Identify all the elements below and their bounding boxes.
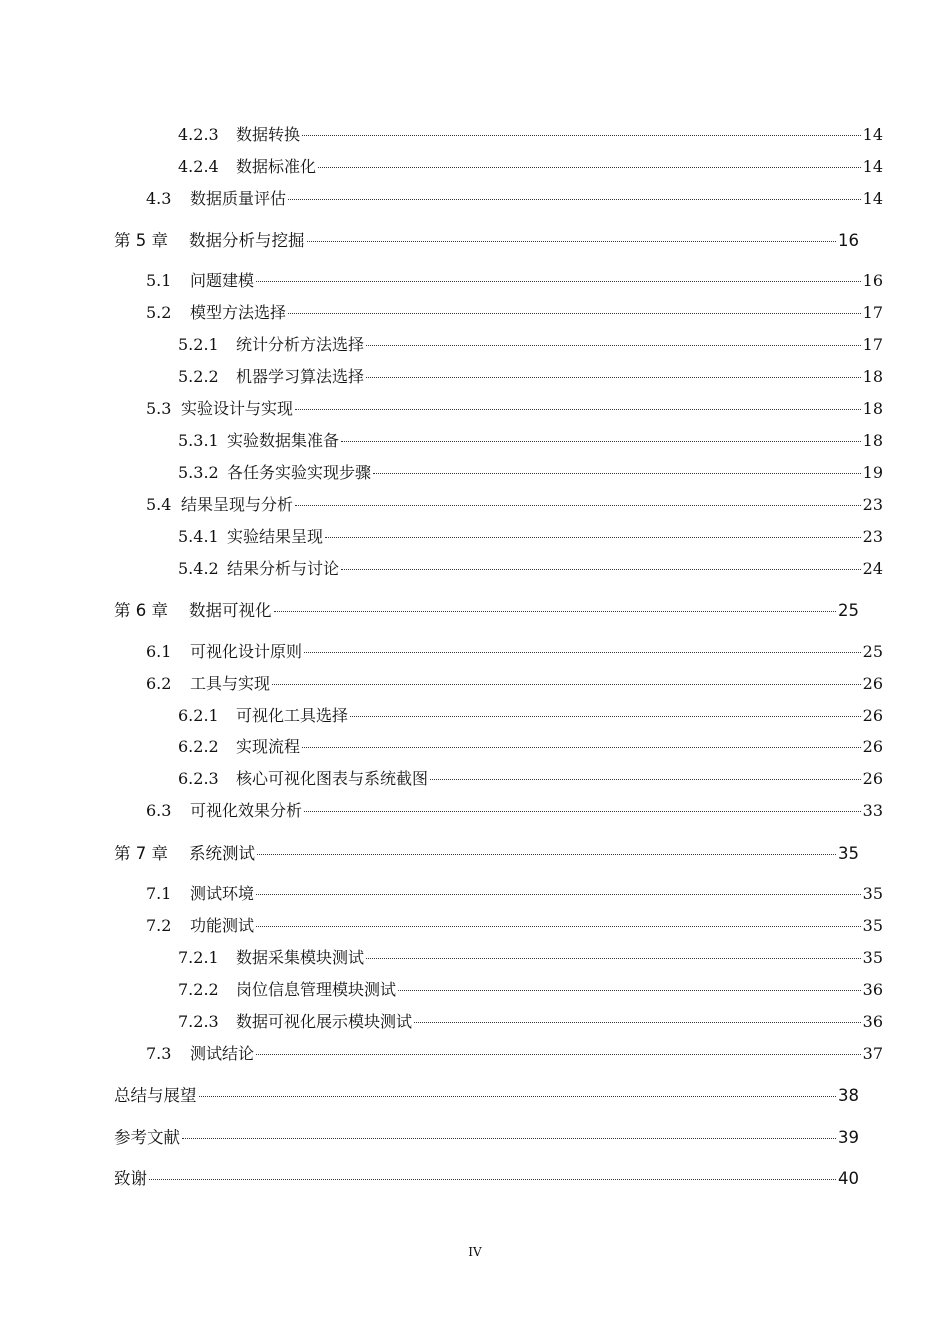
toc-entry-5-4[interactable]: [146, 492, 883, 515]
toc-entry-page: 36: [862, 980, 883, 999]
dot-leader: [304, 651, 861, 653]
toc-entry-title: 可视化效果分析: [190, 801, 303, 820]
dot-leader: [430, 778, 861, 780]
toc-entry-page: 14: [862, 125, 883, 144]
toc-entry-page: 39: [838, 1128, 859, 1147]
toc-entry-page: 23: [862, 527, 883, 546]
dot-leader: [373, 472, 861, 474]
toc-entry-page: 35: [838, 844, 859, 863]
dot-leader: [341, 568, 861, 570]
toc-entry-page: 35: [862, 916, 883, 935]
dot-leader: [366, 957, 861, 959]
dot-leader: [414, 1021, 861, 1023]
toc-entry-title: 实现流程: [236, 737, 301, 756]
toc-entry-number: 7.2.2: [178, 980, 219, 999]
toc-entry-page: 36: [862, 1012, 883, 1031]
toc-entry-acknowledgements[interactable]: [114, 1165, 859, 1189]
toc-entry-number: 6.1: [146, 642, 172, 661]
toc-entry-page: 26: [862, 706, 883, 725]
toc-entry-page: 38: [838, 1086, 859, 1105]
dot-leader: [304, 810, 861, 812]
toc-entry-page: 17: [862, 335, 883, 354]
toc-entry-title: 功能测试: [190, 916, 255, 935]
toc-entry-page: 16: [838, 231, 859, 250]
toc-entry-number: 5.2.2: [178, 367, 219, 386]
toc-entry-page: 25: [862, 642, 883, 661]
page-footer-number: IV: [468, 1245, 482, 1259]
toc-entry-number: 6.2.1: [178, 706, 219, 725]
toc-entry-number: 5.3.1: [178, 431, 219, 450]
toc-entry-title: 数据质量评估: [190, 189, 287, 208]
dot-leader: [398, 989, 861, 991]
toc-chapter-title: 致谢: [114, 1169, 147, 1188]
toc-entry-5-2-1[interactable]: [178, 332, 883, 355]
toc-entry-page: 19: [862, 463, 883, 482]
toc-entry-number: 5.3.2: [178, 463, 219, 482]
toc-entry-page: 23: [862, 495, 883, 514]
toc-entry-number: 5.1: [146, 271, 172, 290]
toc-entry-title: 数据采集模块测试: [236, 948, 365, 967]
toc-entry-number: 6.2: [146, 674, 172, 693]
toc-entry-page: 25: [838, 601, 859, 620]
toc-entry-title: 统计分析方法选择: [236, 335, 365, 354]
dot-leader: [256, 280, 861, 282]
toc-entry-title: 结果呈现与分析: [181, 495, 294, 514]
toc-entry-page: 26: [862, 674, 883, 693]
toc-entry-title: 各任务实验实现步骤: [227, 463, 372, 482]
dot-leader: [182, 1137, 836, 1139]
toc-entry-6-3[interactable]: [146, 798, 883, 821]
dot-leader: [295, 504, 861, 506]
toc-entry-number: 5.4.1: [178, 527, 219, 546]
toc-entry-5-3-1[interactable]: [178, 428, 883, 451]
toc-entry-number: 7.2.3: [178, 1012, 219, 1031]
toc-entry-page: 18: [862, 399, 883, 418]
toc-entry-title: 模型方法选择: [190, 303, 287, 322]
toc-chapter-7[interactable]: [114, 840, 859, 864]
dot-leader: [288, 312, 861, 314]
dot-leader: [295, 408, 861, 410]
toc-entry-title: 数据转换: [236, 125, 301, 144]
toc-entry-5-1[interactable]: [146, 268, 883, 291]
dot-leader: [272, 683, 861, 685]
toc-entry-7-2-3[interactable]: [178, 1009, 883, 1032]
dot-leader: [257, 853, 836, 855]
toc-entry-number: 5.4: [146, 495, 172, 514]
toc-entry-page: 14: [862, 157, 883, 176]
toc-entry-page: 17: [862, 303, 883, 322]
toc-entry-6-2-3[interactable]: [178, 766, 883, 789]
toc-entry-title: 实验结果呈现: [227, 527, 324, 546]
dot-leader: [274, 610, 837, 612]
toc-entry-6-2-1[interactable]: [178, 703, 883, 726]
toc-entry-page: 18: [862, 367, 883, 386]
toc-entry-7-2-1[interactable]: [178, 945, 883, 968]
toc-entry-number: 7.3: [146, 1044, 172, 1063]
toc-entry-4-2-4[interactable]: [178, 154, 883, 177]
toc-entry-title: 数据可视化展示模块测试: [236, 1012, 413, 1031]
toc-entry-page: 24: [862, 559, 883, 578]
toc-entry-title: 核心可视化图表与系统截图: [236, 769, 429, 788]
toc-entry-title: 实验设计与实现: [181, 399, 294, 418]
toc-entry-4-2-3[interactable]: [178, 122, 883, 145]
toc-entry-7-2[interactable]: [146, 913, 883, 936]
toc-entry-page: 18: [862, 431, 883, 450]
toc-entry-page: 26: [862, 769, 883, 788]
toc-chapter-number: 第 6 章: [114, 601, 168, 620]
toc-entry-title: 结果分析与讨论: [227, 559, 340, 578]
toc-entry-number: 7.2.1: [178, 948, 219, 967]
toc-entry-7-3[interactable]: [146, 1041, 883, 1064]
toc-chapter-title: 系统测试: [189, 844, 255, 863]
toc-entry-title: 可视化设计原则: [190, 642, 303, 661]
toc-chapter-title: 总结与展望: [114, 1086, 197, 1105]
toc-entry-number: 7.2: [146, 916, 172, 935]
toc-entry-5-3-2[interactable]: [178, 460, 883, 483]
toc-entry-number: 5.3: [146, 399, 172, 418]
dot-leader: [341, 440, 861, 442]
toc-entry-title: 测试环境: [190, 884, 255, 903]
toc-entry-5-4-1[interactable]: [178, 524, 883, 547]
toc-chapter-title: 数据可视化: [189, 601, 272, 620]
toc-entry-number: 5.2: [146, 303, 172, 322]
toc-chapter-number: 第 5 章: [114, 231, 168, 250]
toc-entry-title: 机器学习算法选择: [236, 367, 365, 386]
toc-entry-page: 14: [862, 189, 883, 208]
toc-entry-7-2-2[interactable]: [178, 977, 883, 1000]
dot-leader: [199, 1095, 837, 1097]
toc-entry-references[interactable]: [114, 1124, 859, 1148]
toc-entry-title: 问题建模: [190, 271, 255, 290]
toc-entry-number: 7.1: [146, 884, 172, 903]
toc-entry-number: 6.2.3: [178, 769, 219, 788]
toc-entry-7-1[interactable]: [146, 881, 883, 904]
toc-entry-6-1[interactable]: [146, 639, 883, 662]
toc-entry-5-2-2[interactable]: [178, 364, 883, 387]
toc-chapter-title: 数据分析与挖掘: [189, 231, 305, 250]
toc-entry-4-3[interactable]: [146, 186, 883, 209]
dot-leader: [366, 376, 861, 378]
toc-entry-6-2-2[interactable]: [178, 734, 883, 757]
toc-entry-page: 35: [862, 948, 883, 967]
toc-entry-page: 37: [862, 1044, 883, 1063]
dot-leader: [350, 715, 861, 717]
dot-leader: [307, 240, 837, 242]
dot-leader: [256, 925, 861, 927]
dot-leader: [149, 1178, 836, 1180]
toc-entry-page: 33: [862, 801, 883, 820]
toc-entry-page: 35: [862, 884, 883, 903]
toc-entry-number: 5.2.1: [178, 335, 219, 354]
toc-entry-number: 5.4.2: [178, 559, 219, 578]
toc-entry-6-2[interactable]: [146, 671, 883, 694]
toc-entry-title: 测试结论: [190, 1044, 255, 1063]
toc-entry-number: 4.3: [146, 189, 172, 208]
dot-leader: [325, 536, 861, 538]
toc-entry-page: 26: [862, 737, 883, 756]
toc-entry-number: 4.2.4: [178, 157, 219, 176]
dot-leader: [256, 893, 861, 895]
toc-chapter-number: 第 7 章: [114, 844, 168, 863]
toc-entry-number: 6.2.2: [178, 737, 219, 756]
toc-entry-5-3[interactable]: [146, 396, 883, 419]
toc-entry-title: 岗位信息管理模块测试: [236, 980, 397, 999]
toc-entry-number: 4.2.3: [178, 125, 219, 144]
toc-entry-summary[interactable]: [114, 1082, 859, 1106]
toc-chapter-title: 参考文献: [114, 1128, 180, 1147]
toc-entry-page: 40: [838, 1169, 859, 1188]
toc-entry-5-4-2[interactable]: [178, 556, 883, 579]
toc-entry-title: 实验数据集准备: [227, 431, 340, 450]
toc-entry-number: 6.3: [146, 801, 172, 820]
dot-leader: [288, 198, 861, 200]
toc-entry-5-2[interactable]: [146, 300, 883, 323]
dot-leader: [318, 166, 861, 168]
dot-leader: [302, 746, 861, 748]
dot-leader: [366, 344, 861, 346]
dot-leader: [256, 1053, 861, 1055]
toc-entry-title: 可视化工具选择: [236, 706, 349, 725]
toc-entry-page: 16: [862, 271, 883, 290]
toc-chapter-6[interactable]: [114, 597, 859, 621]
dot-leader: [302, 134, 861, 136]
toc-entry-title: 数据标准化: [236, 157, 317, 176]
toc-entry-title: 工具与实现: [190, 674, 271, 693]
toc-chapter-5[interactable]: [114, 227, 859, 251]
